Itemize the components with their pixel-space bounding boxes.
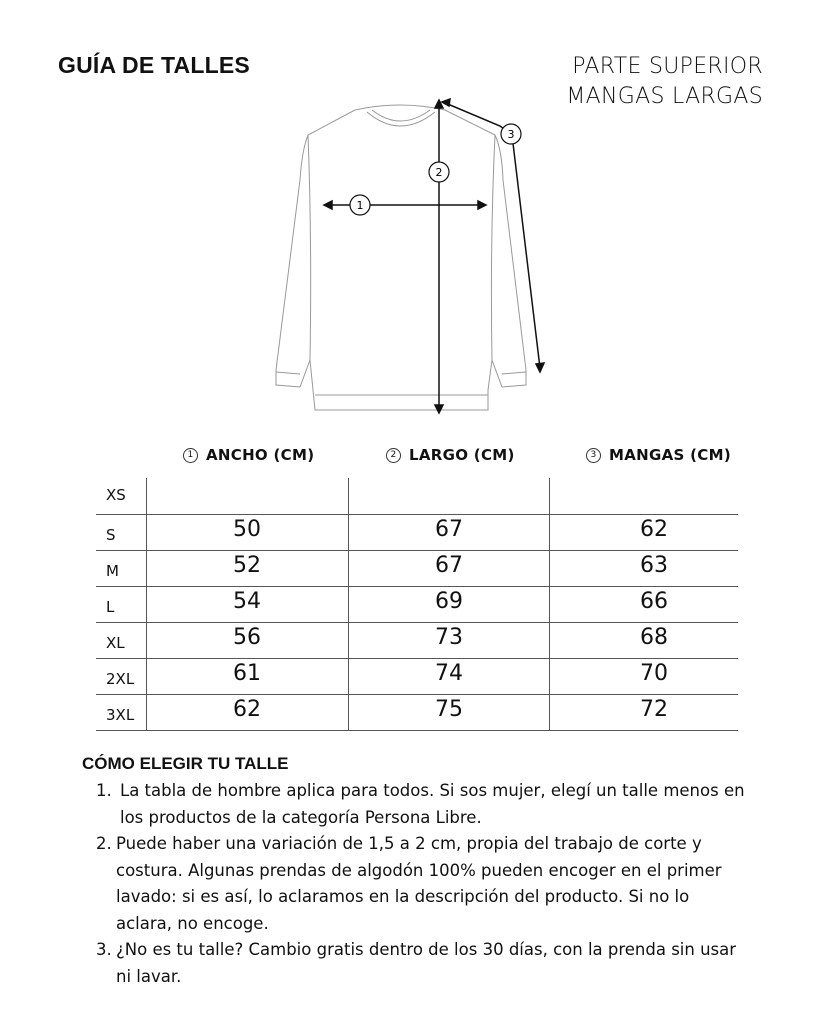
marker-2 bbox=[429, 162, 449, 182]
table-row bbox=[96, 658, 738, 695]
column-number: 2 bbox=[386, 448, 401, 463]
list-item bbox=[96, 831, 746, 937]
page-title: GUÍA DE TALLES bbox=[58, 52, 250, 78]
mangas-value: 66 bbox=[640, 589, 668, 614]
list-text: Puede haber una variación de 1,5 a 2 cm, propia del trabajo de corte y costura. Algunas prendas de algodón 100% pueden encoger en el primer lavado: si es así, lo aclaramos en la descripción del producto. Si no lo aclara, no encoge. bbox=[116, 834, 722, 933]
table-row bbox=[96, 550, 738, 587]
column-number: 3 bbox=[586, 448, 601, 463]
list-item bbox=[96, 778, 746, 831]
list-number: 1. bbox=[96, 781, 112, 800]
ancho-value: 50 bbox=[233, 517, 261, 542]
list-text: La tabla de hombre aplica para todos. Si sos mujer, elegí un talle menos en los productos de la categoría Persona Libre. bbox=[120, 781, 745, 827]
garment-type bbox=[566, 52, 763, 112]
size-label: XS bbox=[106, 486, 126, 504]
table-row bbox=[96, 514, 738, 551]
column-label: LARGO (CM) bbox=[409, 446, 515, 464]
size-label: 2XL bbox=[106, 670, 135, 688]
garment-type-line2: MANGAS LARGAS bbox=[566, 84, 763, 109]
mangas-value: 70 bbox=[640, 661, 668, 686]
svg-text:3: 3 bbox=[507, 128, 515, 141]
largo-value: 67 bbox=[435, 553, 463, 578]
howto-list bbox=[96, 778, 746, 990]
size-label: XL bbox=[106, 634, 125, 652]
column-number: 1 bbox=[183, 448, 198, 463]
ancho-value: 54 bbox=[233, 589, 261, 614]
list-number: 2. bbox=[96, 834, 112, 853]
largo-value: 75 bbox=[435, 697, 463, 722]
largo-value: 69 bbox=[435, 589, 463, 614]
size-label: M bbox=[106, 562, 119, 580]
table-row bbox=[96, 478, 738, 515]
mangas-value: 68 bbox=[640, 625, 668, 650]
size-label: S bbox=[106, 526, 116, 544]
marker-3 bbox=[501, 124, 521, 144]
size-label: 3XL bbox=[106, 706, 135, 724]
ancho-value: 62 bbox=[233, 697, 261, 722]
svg-text:2: 2 bbox=[435, 166, 443, 179]
shirt-diagram bbox=[260, 90, 560, 420]
garment-type-line1: PARTE SUPERIOR bbox=[572, 54, 763, 79]
list-number: 3. bbox=[96, 940, 112, 959]
table-row bbox=[96, 694, 738, 731]
column-label: ANCHO (CM) bbox=[206, 446, 315, 464]
table-row bbox=[96, 622, 738, 659]
column-header-mangas bbox=[586, 446, 731, 464]
list-text: ¿No es tu talle? Cambio gratis dentro de los 30 días, con la prenda sin usar ni lavar. bbox=[116, 940, 737, 986]
howto-title: CÓMO ELEGIR TU TALLE bbox=[82, 754, 289, 773]
column-label: MANGAS (CM) bbox=[609, 446, 731, 464]
table-row bbox=[96, 586, 738, 623]
shirt-body-outline bbox=[276, 105, 526, 410]
svg-text:1: 1 bbox=[356, 199, 364, 212]
column-header-ancho bbox=[183, 446, 314, 464]
largo-value: 73 bbox=[435, 625, 463, 650]
marker-1 bbox=[350, 195, 370, 215]
ancho-value: 61 bbox=[233, 661, 261, 686]
list-item bbox=[96, 937, 746, 990]
mangas-value: 62 bbox=[640, 517, 668, 542]
ancho-value: 56 bbox=[233, 625, 261, 650]
mangas-value: 72 bbox=[640, 697, 668, 722]
mangas-value: 63 bbox=[640, 553, 668, 578]
column-header-largo bbox=[386, 446, 515, 464]
ancho-value: 52 bbox=[233, 553, 261, 578]
size-label: L bbox=[106, 598, 115, 616]
largo-value: 67 bbox=[435, 517, 463, 542]
largo-value: 74 bbox=[435, 661, 463, 686]
